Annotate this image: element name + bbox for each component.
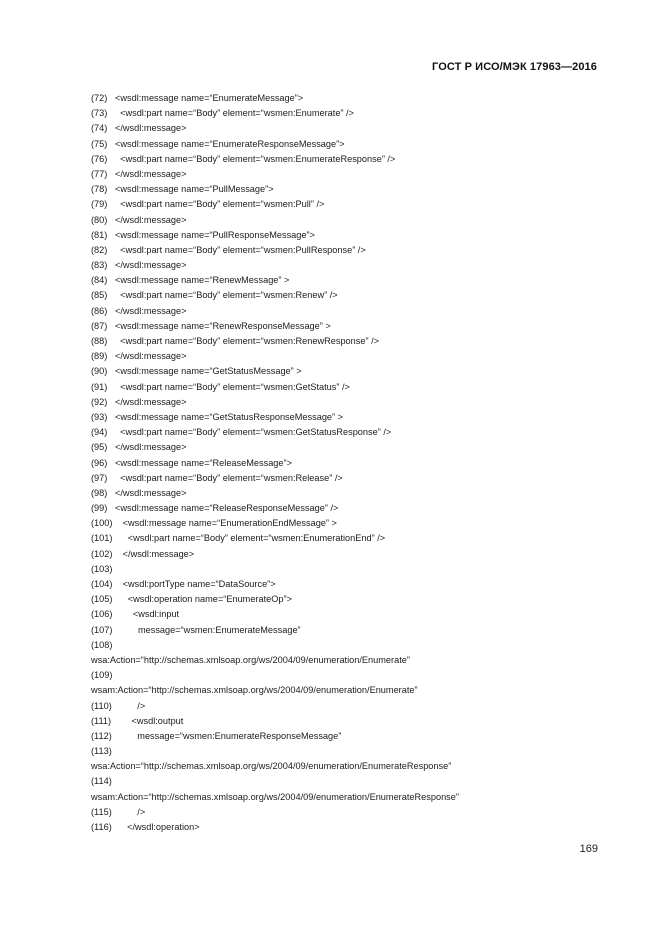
code-line: (105) <wsdl:operation name=“EnumerateOp”> bbox=[91, 594, 292, 605]
code-line: (96) <wsdl:message name=“ReleaseMessage”> bbox=[91, 457, 292, 468]
code-line: wsam:Action=“http://schemas.xmlsoap.org/ws/2004/09/enumeration/EnumerateResponse” bbox=[91, 791, 459, 802]
page-number: 169 bbox=[579, 843, 598, 855]
code-line: (87) <wsdl:message name=“RenewResponseMessage” > bbox=[91, 320, 331, 331]
code-line: (91) <wsdl:part name=“Body” element=“wsmen:GetStatus” /> bbox=[91, 381, 350, 392]
code-line: (80) </wsdl:message> bbox=[91, 214, 187, 225]
code-line: (113) bbox=[91, 746, 112, 757]
code-line: (104) <wsdl:portType name=“DataSource”> bbox=[91, 579, 276, 589]
code-line: (97) <wsdl:part name=“Body” element=“wsmen:Release” /> bbox=[91, 472, 343, 483]
code-line: (94) <wsdl:part name=“Body” element=“wsmen:GetStatusResponse” /> bbox=[91, 427, 392, 438]
code-line: (102) </wsdl:message> bbox=[91, 548, 195, 559]
code-line: (100) <wsdl:message name=“EnumerationEndMessage” > bbox=[91, 518, 337, 529]
code-line: (77) </wsdl:message> bbox=[91, 168, 187, 179]
wsdl-code-listing bbox=[91, 91, 591, 835]
code-line: (73) <wsdl:part name=“Body” element=“wsmen:Enumerate” /> bbox=[91, 108, 354, 119]
code-line: (76) <wsdl:part name=“Body” element=“wsmen:EnumerateResponse” /> bbox=[91, 153, 396, 164]
code-line: (75) <wsdl:message name=“EnumerateResponseMessage”> bbox=[91, 138, 345, 149]
code-line: (112) message=“wsmen:EnumerateResponseMessage” bbox=[91, 730, 342, 741]
code-line: (84) <wsdl:message name=“RenewMessage” > bbox=[91, 275, 290, 286]
code-line: (99) <wsdl:message name=“ReleaseResponseMessage” /> bbox=[91, 503, 339, 514]
code-line: wsa:Action=“http://schemas.xmlsoap.org/ws/2004/09/enumeration/Enumerate” bbox=[91, 654, 410, 665]
code-line: (89) </wsdl:message> bbox=[91, 351, 187, 362]
code-line: (78) <wsdl:message name=“PullMessage”> bbox=[91, 184, 274, 195]
code-line: (108) bbox=[91, 639, 113, 650]
document-standard-header: ГОСТ Р ИСО/МЭК 17963—2016 bbox=[432, 61, 597, 73]
code-line: (72) <wsdl:message name=“EnumerateMessage”> bbox=[91, 93, 304, 103]
code-line: (106) <wsdl:input bbox=[91, 609, 180, 620]
code-line: (95) </wsdl:message> bbox=[91, 442, 187, 453]
code-line: (81) <wsdl:message name=“PullResponseMessage”> bbox=[91, 229, 315, 240]
code-line: (82) <wsdl:part name=“Body” element=“wsmen:PullResponse” /> bbox=[91, 244, 366, 255]
code-line: (86) </wsdl:message> bbox=[91, 305, 187, 316]
code-line: (85) <wsdl:part name=“Body” element=“wsmen:Renew” /> bbox=[91, 290, 338, 301]
code-line: (101) <wsdl:part name=“Body” element=“wsmen:EnumerationEnd” /> bbox=[91, 533, 386, 544]
code-line: (115) /> bbox=[91, 806, 146, 817]
code-line: (93) <wsdl:message name=“GetStatusResponseMessage” > bbox=[91, 411, 344, 422]
code-line: (107) message=“wsmen:EnumerateMessage” bbox=[91, 624, 301, 635]
code-line: (90) <wsdl:message name=“GetStatusMessage” > bbox=[91, 366, 302, 377]
code-line: (98) </wsdl:message> bbox=[91, 487, 187, 498]
code-line: (79) <wsdl:part name=“Body” element=“wsmen:Pull” /> bbox=[91, 199, 325, 210]
code-line: (88) <wsdl:part name=“Body” element=“wsmen:RenewResponse” /> bbox=[91, 336, 380, 346]
code-line: (109) bbox=[91, 670, 113, 681]
code-line: (111) <wsdl:output bbox=[91, 715, 184, 726]
code-line: (116) </wsdl:operation> bbox=[91, 822, 200, 832]
code-line: wsa:Action=“http://schemas.xmlsoap.org/ws/2004/09/enumeration/EnumerateResponse” bbox=[91, 761, 452, 772]
code-line: (110) /> bbox=[91, 700, 146, 711]
code-line: wsam:Action=“http://schemas.xmlsoap.org/ws/2004/09/enumeration/Enumerate” bbox=[91, 685, 418, 696]
code-line: (92) </wsdl:message> bbox=[91, 396, 187, 407]
code-line: (74) </wsdl:message> bbox=[91, 123, 187, 134]
code-line: (114) bbox=[91, 776, 112, 787]
code-line: (103) bbox=[91, 563, 113, 574]
code-line: (83) </wsdl:message> bbox=[91, 260, 187, 271]
